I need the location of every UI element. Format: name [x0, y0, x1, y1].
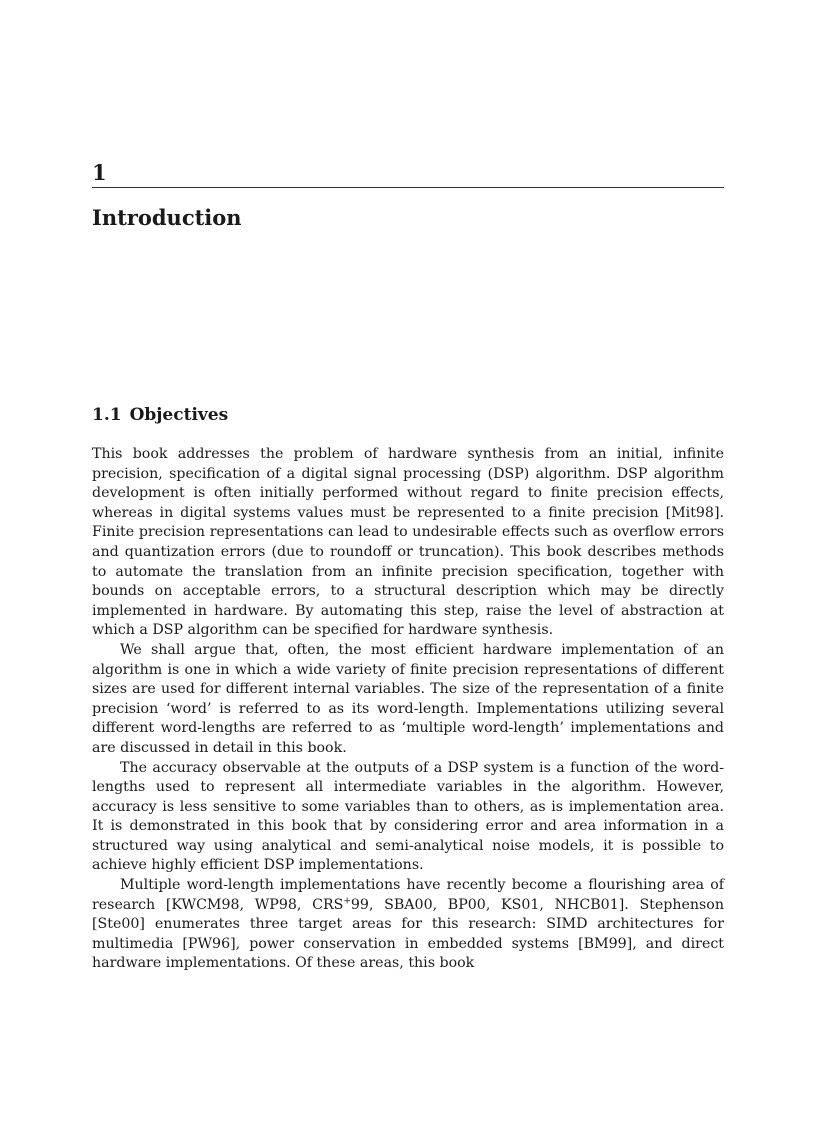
citation-superscript: + [343, 895, 351, 906]
paragraph-1: This book addresses the problem of hardware synthesis from an initial, infinite precision, specification of a digital signal processing (DSP) algorithm. DSP algorithm development is often initially performed without regard to finite precision effects, whereas in digital systems values must be represented to a finite precision [Mit98]. Finite precision representations can lead to undesirable effects such as overflow errors and quantization errors (due to roundoff or truncation). This book describes methods to automate the translation from an infinite precision specification, together with bounds on acceptable errors, to a structural description which may be directly implemented in hardware. By automating this step, raise the level of abstraction at which a DSP algorithm can be specified for hardware synthesis. [92, 446, 724, 639]
body-text [92, 445, 724, 974]
chapter-rule [92, 187, 724, 188]
section-heading [92, 404, 228, 426]
paragraph-4-end: 99, SBA00, BP00, KS01, NHCB01]. Stephenson [Ste00] enumerates three target areas for this research: SIMD architectures for multimedia [PW96], power conservation in embedded systems [BM99], and direct hardware implementations. Of these areas, this book [92, 896, 724, 972]
chapter-number: 1 [92, 160, 107, 185]
paragraph-4 [92, 876, 724, 974]
section-number: 1.1 [92, 405, 122, 425]
paragraph-4-start: Multiple word-length implementations have recently become a flourishing area of research [KWCM98, WP98, CRS [92, 877, 724, 913]
paragraph-3: The accuracy observable at the outputs of a DSP system is a function of the word-lengths used to represent all intermediate variables in the algorithm. However, accuracy is less sensitive to some variables than to others, as is implementation area. It is demonstrated in this book that by considering error and area information in a structured way using analytical and semi-analytical noise models, it is possible to achieve highly efficient DSP implementations. [92, 759, 724, 874]
chapter-title: Introduction [92, 205, 242, 230]
section-title: Objectives [129, 405, 229, 425]
paragraph-2: We shall argue that, often, the most efficient hardware implementation of an algorithm is one in which a wide variety of finite precision representations of different sizes are used for different internal variables. The size of the representation of a finite precision ‘word’ is referred to as its word-length. Implementations utilizing several different word-lengths are referred to as ‘multiple word-length’ implementations and are discussed in detail in this book. [92, 641, 724, 756]
